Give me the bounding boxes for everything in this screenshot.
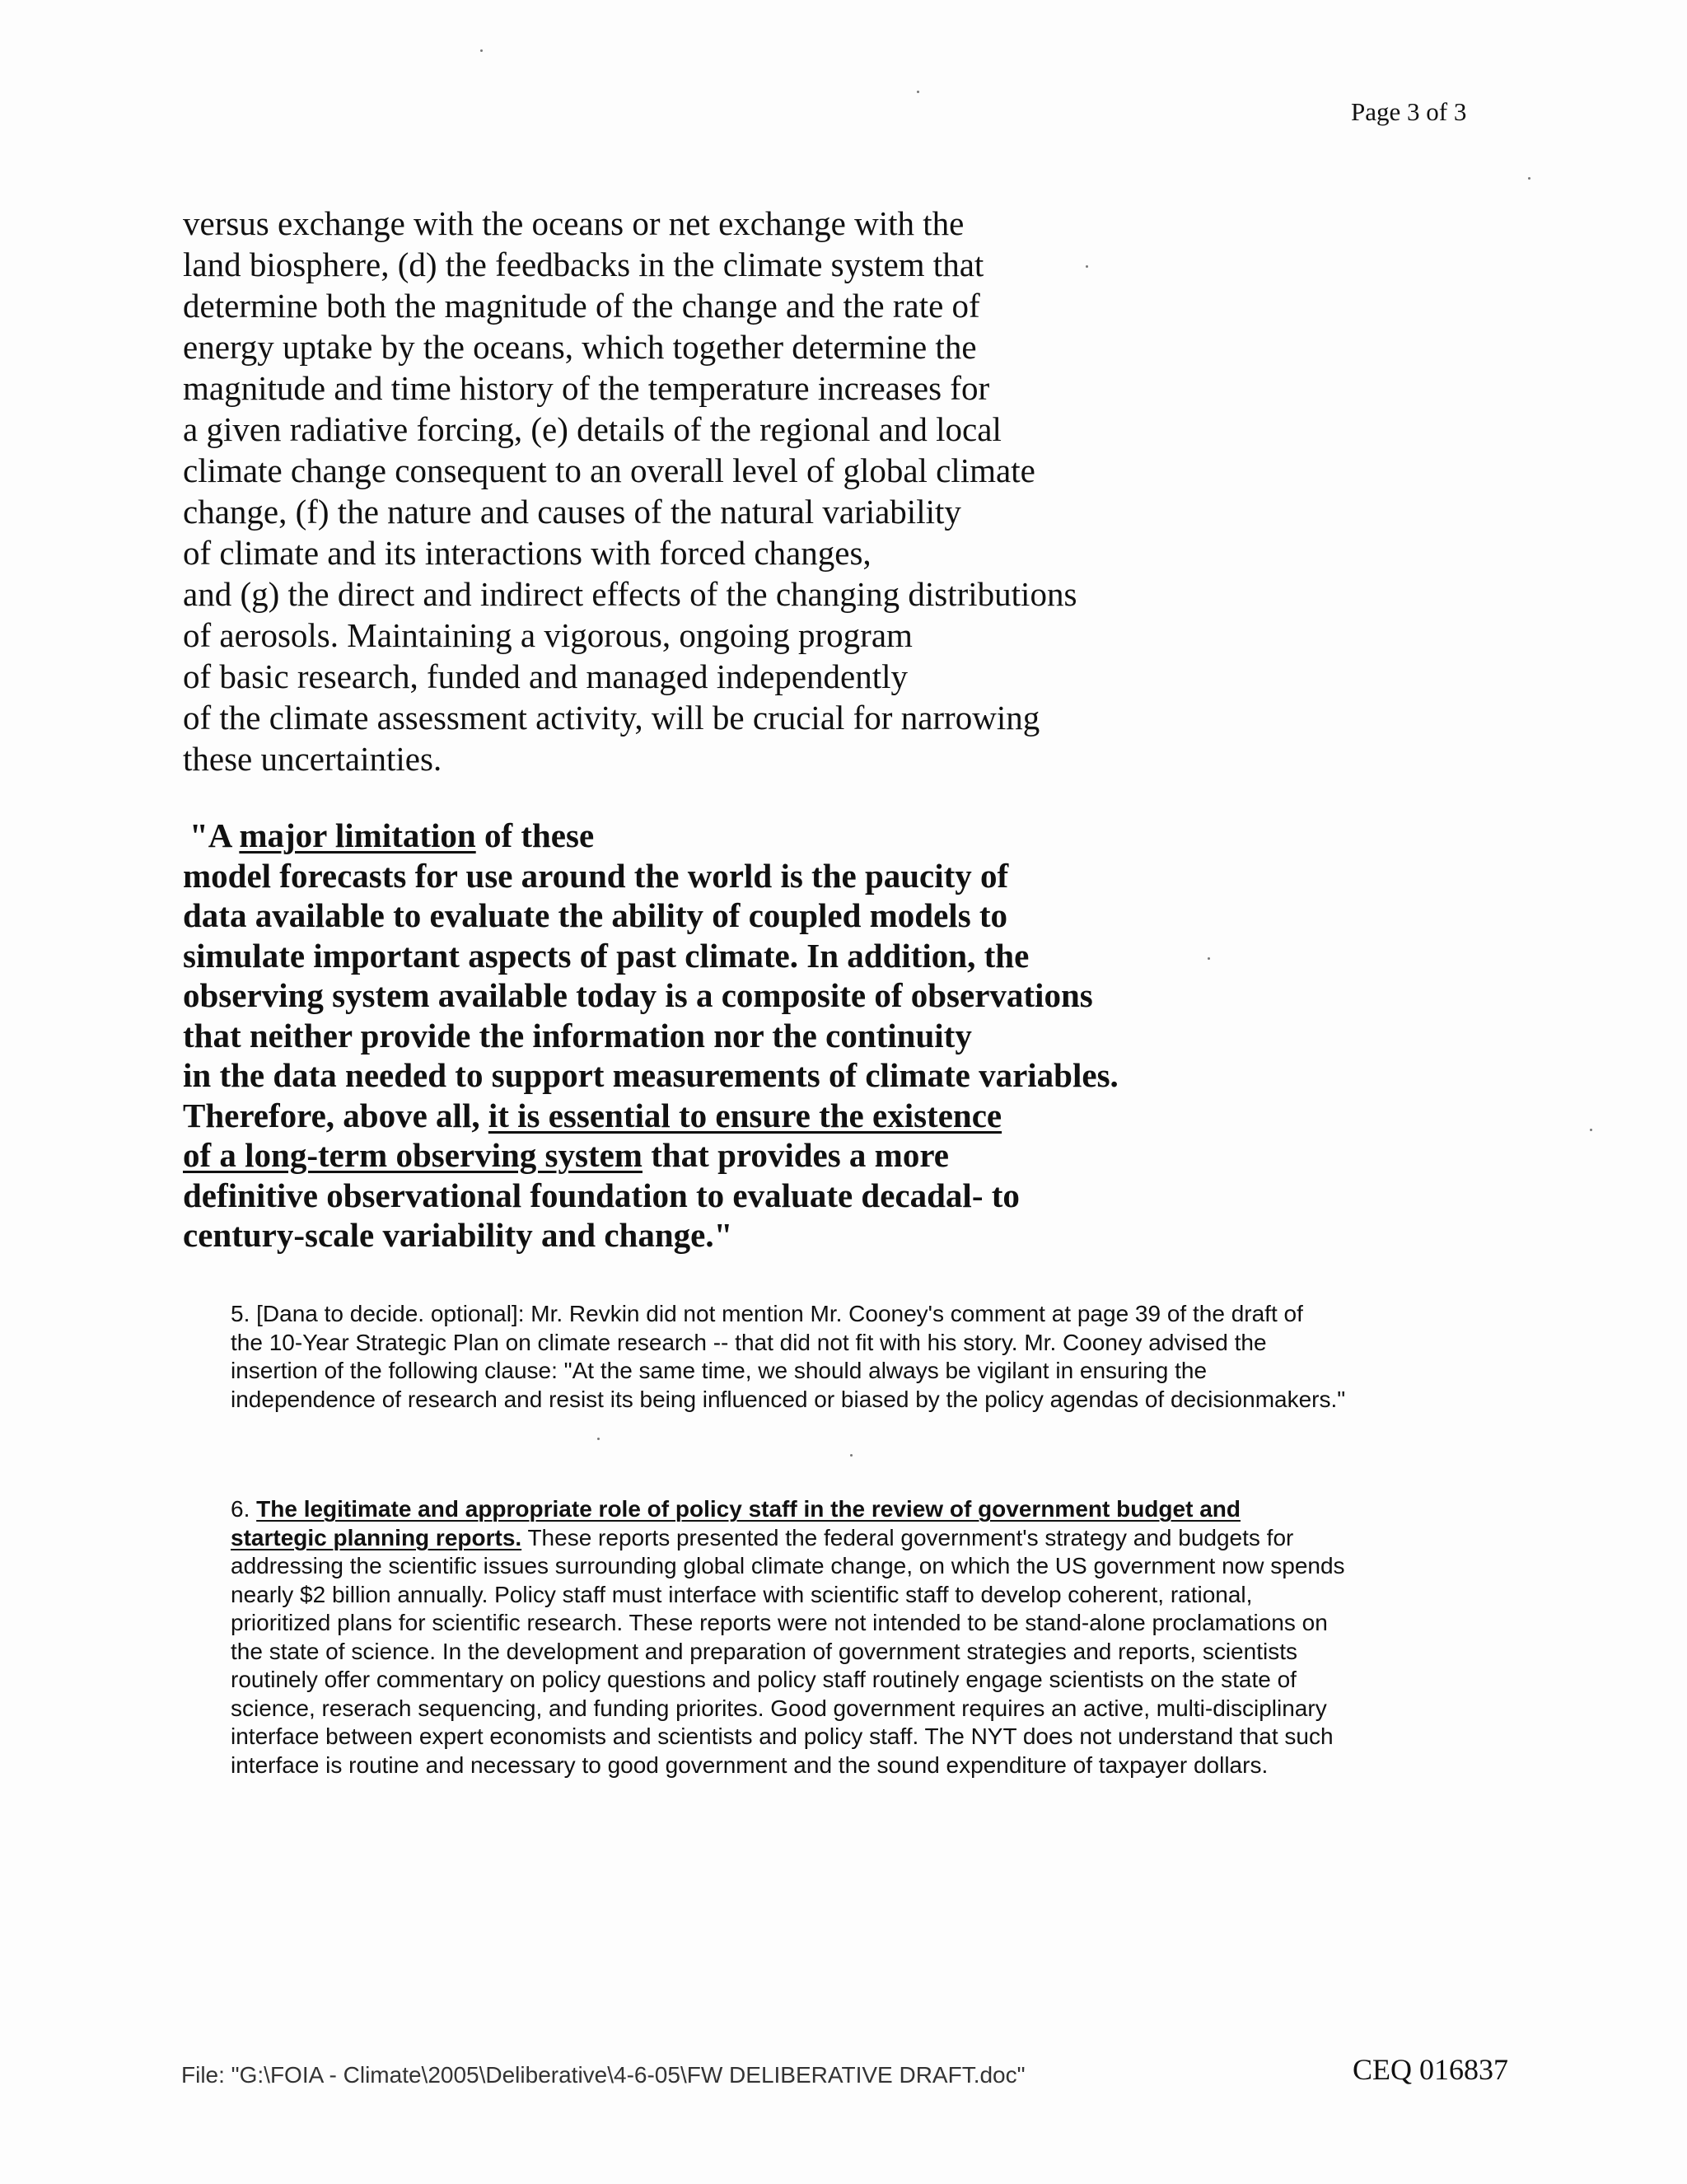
scan-speck [1086, 265, 1088, 268]
item-6-line [231, 1524, 1516, 1553]
body-line: these uncertainties. [183, 740, 442, 778]
quote-text: that provides a more [642, 1136, 949, 1174]
footer-file-path: File: "G:\FOIA - Climate\2005\Deliberative\4-6-05\FW DELIBERATIVE DRAFT.doc" [181, 2062, 1026, 2088]
scan-speck [1528, 177, 1530, 180]
underlined-phrase: of a long-term observing system [183, 1136, 643, 1174]
underlined-phrase: major limitation [239, 816, 476, 854]
item-6-heading: The legitimate and appropriate role of policy staff in the review of government budget and [256, 1496, 1241, 1522]
body-line: of basic research, funded and managed independently [183, 657, 908, 695]
quote-line: century-scale variability and change." [183, 1216, 733, 1254]
item-6-line: addressing the scientific issues surrounding global climate change, on which the US government now spends [231, 1553, 1345, 1578]
body-paragraph [183, 203, 1077, 779]
body-line: and (g) the direct and indirect effects of the changing distributions [183, 575, 1077, 613]
quote-line: model forecasts for use around the world is the paucity of [183, 856, 1009, 895]
item-6-line: routinely offer commentary on policy questions and policy staff routinely engage scientists on the state of [231, 1667, 1297, 1692]
quote-text: Therefore, above all, [183, 1096, 488, 1134]
quote-line: observing system available today is a composite of observations [183, 976, 1093, 1014]
quote-line: data available to evaluate the ability of coupled models to [183, 896, 1008, 934]
body-line: change, (f) the nature and causes of the natural variability [183, 493, 961, 531]
page-number: Page 3 of 3 [1351, 97, 1467, 126]
scan-speck [597, 1438, 600, 1440]
item-6-line: interface is routine and necessary to good government and the sound expenditure of taxpayer dollars. [231, 1751, 1269, 1778]
quote-line: that neither provide the information nor the continuity [183, 1016, 972, 1055]
scan-speck [480, 49, 483, 52]
quote-line: in the data needed to support measurements of climate variables. [183, 1056, 1119, 1094]
body-line: land biosphere, (d) the feedbacks in the climate system that [183, 246, 984, 283]
item-6-line: nearly $2 billion annually. Policy staff must interface with scientific staff to develop coherent, rational, [231, 1581, 1253, 1607]
body-line: energy uptake by the oceans, which together determine the [183, 328, 977, 366]
body-line: of aerosols. Maintaining a vigorous, ongoing program [183, 616, 913, 654]
quote-line: simulate important aspects of past climate. In addition, the [183, 936, 1030, 975]
body-line: versus exchange with the oceans or net exchange with the [183, 204, 965, 242]
bates-number: CEQ 016837 [1353, 2053, 1508, 2086]
scan-speck [850, 1454, 853, 1457]
scan-speck [1208, 957, 1210, 960]
item-5-paragraph [231, 1300, 1516, 1414]
quote-text: of these [475, 816, 595, 854]
quote-line [183, 1096, 1119, 1136]
scan-speck [917, 91, 919, 93]
underlined-phrase: it is essential to ensure the existence [488, 1096, 1002, 1134]
body-line: climate change consequent to an overall level of global climate [183, 451, 1035, 489]
body-line: of climate and its interactions with forced changes, [183, 534, 872, 572]
item-6-line: science, reserach sequencing, and funding priorites. Good government requires an active, multi-disciplinary [231, 1695, 1327, 1721]
item-6-heading: startegic planning reports. [231, 1524, 522, 1550]
body-line: magnitude and time history of the temperature increases for [183, 369, 990, 407]
item-6-text: These reports presented the federal government's strategy and budgets for [521, 1524, 1294, 1550]
body-line: a given radiative forcing, (e) details of the regional and local [183, 410, 1002, 448]
item-6-line [231, 1495, 1516, 1524]
quote-line [189, 816, 1125, 856]
item-5-line: independence of research and resist its being influenced or biased by the policy agendas of decisionmakers." [231, 1386, 1346, 1412]
item-5-line: the 10-Year Strategic Plan on climate research -- that did not fit with his story. Mr. Cooney advised the [231, 1329, 1267, 1355]
item-6-line: interface between expert economists and scientists and policy staff. The NYT does not understand that such [231, 1723, 1334, 1749]
quote-line [183, 1135, 1119, 1176]
item-5-line: insertion of the following clause: "At the same time, we should always be vigilant in ensuring the [231, 1358, 1208, 1383]
body-line: of the climate assessment activity, will be crucial for narrowing [183, 699, 1040, 737]
item-6-line: the state of science. In the development and preparation of government strategies and reports, scientists [231, 1638, 1297, 1664]
item-number: 6. [231, 1496, 257, 1522]
item-6-paragraph [231, 1495, 1516, 1779]
quote-text: "A [189, 816, 240, 854]
quoted-passage [183, 816, 1119, 1256]
body-line: determine both the magnitude of the change and the rate of [183, 287, 980, 325]
item-6-line: prioritized plans for scientific research. These reports were not intended to be stand-alone proclamations on [231, 1610, 1328, 1635]
item-5-line: 5. [Dana to decide. optional]: Mr. Revkin did not mention Mr. Cooney's comment at page 39 of the draft of [231, 1301, 1303, 1326]
quote-line: definitive observational foundation to evaluate decadal- to [183, 1176, 1020, 1214]
scan-speck [1590, 1129, 1592, 1131]
